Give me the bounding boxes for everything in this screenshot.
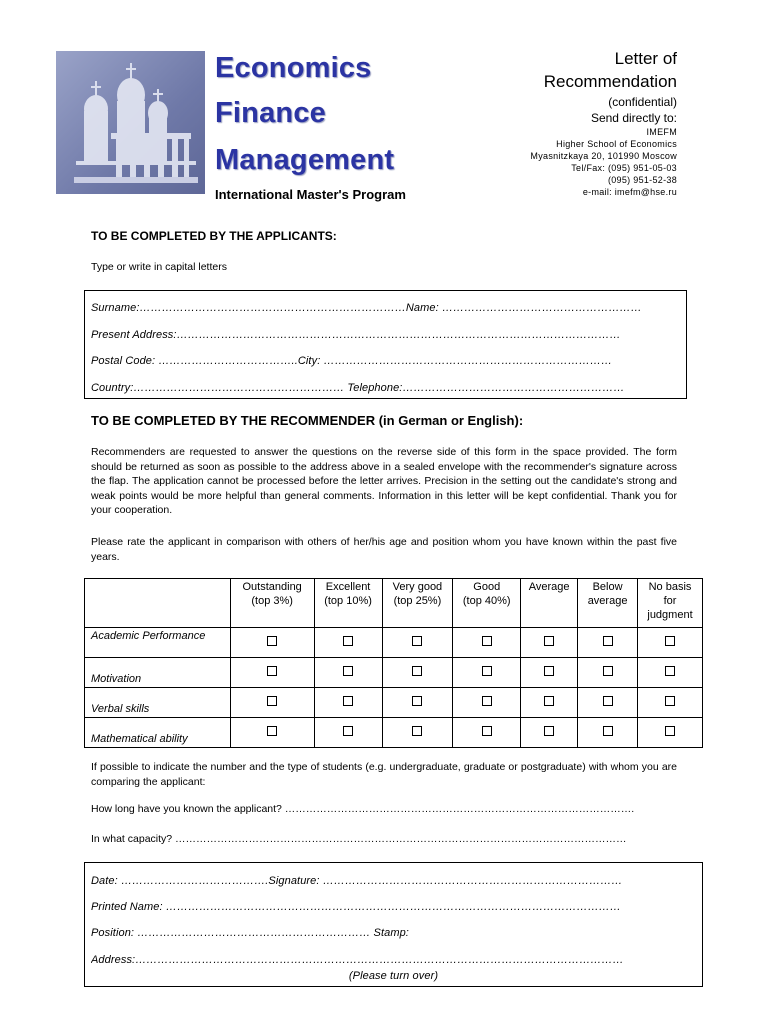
rating-checkbox[interactable] bbox=[267, 696, 277, 706]
brand-line-economics: Economics bbox=[215, 52, 372, 84]
program-logo bbox=[56, 51, 205, 194]
col-no-basis: No basis for judgment bbox=[638, 579, 703, 628]
recommender-heading: TO BE COMPLETED BY THE RECOMMENDER (in German or English): bbox=[91, 413, 524, 428]
empty-corner-cell bbox=[85, 579, 231, 628]
rating-checkbox[interactable] bbox=[603, 726, 613, 736]
col-below-average: Below average bbox=[578, 579, 638, 628]
rating-checkbox[interactable] bbox=[665, 636, 675, 646]
recommender-instructions: Recommenders are requested to answer the questions on the reverse side of this form in the space provided. The form should be returned as soon as possible to the address above in a sealed envelope with the recommender's signature across the flap. The application cannot be processed before the letter arrives. Precision in the setting out the candidate's strong and weak points would be more helpful than general comments. Information in this letter will be kept confidential. Thank you for your cooperation. bbox=[91, 446, 677, 516]
rating-checkbox[interactable] bbox=[603, 696, 613, 706]
rating-checkbox[interactable] bbox=[482, 696, 492, 706]
col-good: Good (top 40%) bbox=[453, 579, 521, 628]
rating-checkbox[interactable] bbox=[544, 726, 554, 736]
rating-table bbox=[84, 578, 703, 748]
rating-checkbox[interactable] bbox=[412, 726, 422, 736]
rating-header-row bbox=[85, 579, 703, 628]
col-outstanding: Outstanding (top 3%) bbox=[230, 579, 314, 628]
address-line: Tel/Fax: (095) 951-05-03 bbox=[571, 163, 677, 173]
address-line: (095) 951-52-38 bbox=[607, 175, 677, 185]
rating-checkbox[interactable] bbox=[544, 666, 554, 676]
rating-checkbox[interactable] bbox=[267, 636, 277, 646]
how-long-known-field[interactable]: How long have you known the applicant? ………………………………………………………………………………………. bbox=[91, 803, 635, 815]
address-line: Myasnitzkaya 20, 101990 Moscow bbox=[530, 151, 677, 161]
address-field[interactable]: Address:…………………………………………………………………………………………………………………… bbox=[91, 954, 624, 966]
email-line: e-mail: imefm@hse.ru bbox=[582, 187, 677, 197]
col-average: Average bbox=[521, 579, 578, 628]
address-line: Higher School of Economics bbox=[556, 139, 677, 149]
cathedral-icon bbox=[56, 51, 205, 194]
rating-checkbox[interactable] bbox=[544, 696, 554, 706]
send-directly-label: Send directly to: bbox=[590, 111, 677, 125]
rating-checkbox[interactable] bbox=[603, 666, 613, 676]
signature-box bbox=[84, 862, 703, 987]
table-row bbox=[85, 718, 703, 748]
rating-checkbox[interactable] bbox=[544, 636, 554, 646]
rate-prompt: Please rate the applicant in comparison with others of her/his age and position whom you have known within the past five years. bbox=[91, 536, 677, 563]
applicant-info-box bbox=[84, 290, 687, 399]
letter-title-line1: Letter of bbox=[614, 49, 677, 68]
rating-checkbox[interactable] bbox=[482, 726, 492, 736]
program-subtitle: International Master's Program bbox=[215, 187, 406, 202]
rating-checkbox[interactable] bbox=[482, 666, 492, 676]
rating-checkbox[interactable] bbox=[343, 636, 353, 646]
printed-name-field[interactable]: Printed Name: …………………………………………………………………………………………………………… bbox=[91, 901, 621, 913]
rating-checkbox[interactable] bbox=[412, 666, 422, 676]
position-stamp-field[interactable]: Position: ……………………………………………………… Stamp: bbox=[91, 927, 409, 939]
rating-checkbox[interactable] bbox=[343, 666, 353, 676]
row-label-motivation: Motivation bbox=[85, 658, 231, 688]
letter-title-line2: Recommendation bbox=[543, 72, 677, 91]
rating-checkbox[interactable] bbox=[412, 696, 422, 706]
students-question: If possible to indicate the number and the type of students (e.g. undergraduate, graduate or postgraduate) with whom you are comparing the applicant: bbox=[91, 761, 677, 788]
please-turn-over: (Please turn over) bbox=[348, 970, 439, 982]
capacity-field[interactable]: In what capacity? ………………………………………………………………………………………………………………… bbox=[91, 833, 627, 845]
rating-checkbox[interactable] bbox=[482, 636, 492, 646]
rating-checkbox[interactable] bbox=[412, 636, 422, 646]
applicant-heading: TO BE COMPLETED BY THE APPLICANTS: bbox=[91, 229, 337, 243]
brand-line-management: Management bbox=[215, 144, 395, 176]
date-signature-field[interactable]: Date: ………………………………….Signature: ……………………………………………………………………… bbox=[91, 875, 623, 887]
table-row bbox=[85, 628, 703, 658]
rating-checkbox[interactable] bbox=[343, 726, 353, 736]
brand-line-finance: Finance bbox=[215, 97, 326, 129]
rating-checkbox[interactable] bbox=[665, 696, 675, 706]
capital-letters-instruction: Type or write in capital letters bbox=[91, 261, 227, 273]
address-line: IMEFM bbox=[646, 127, 677, 137]
present-address-field[interactable]: Present Address:………………………………………………………………………………………………………… bbox=[91, 329, 621, 341]
rating-checkbox[interactable] bbox=[267, 666, 277, 676]
rating-checkbox[interactable] bbox=[343, 696, 353, 706]
col-excellent: Excellent (top 10%) bbox=[314, 579, 382, 628]
country-telephone-field[interactable]: Country:………………………………………………… Telephone:…………………………………………………… bbox=[91, 382, 625, 394]
rating-checkbox[interactable] bbox=[665, 666, 675, 676]
surname-name-field[interactable]: Surname:………………………………………………………………Name: ……………………………………………… bbox=[91, 302, 642, 314]
postal-city-field[interactable]: Postal Code: ………………………………..City: …………………………………………………………………… bbox=[91, 355, 613, 367]
table-row bbox=[85, 658, 703, 688]
rating-checkbox[interactable] bbox=[267, 726, 277, 736]
confidential-note: (confidential) bbox=[608, 95, 677, 109]
table-row bbox=[85, 688, 703, 718]
rating-checkbox[interactable] bbox=[603, 636, 613, 646]
row-label-academic: Academic Performance bbox=[85, 628, 231, 658]
col-very-good: Very good (top 25%) bbox=[382, 579, 453, 628]
row-label-math: Mathematical ability bbox=[85, 718, 231, 748]
rating-checkbox[interactable] bbox=[665, 726, 675, 736]
row-label-verbal: Verbal skills bbox=[85, 688, 231, 718]
